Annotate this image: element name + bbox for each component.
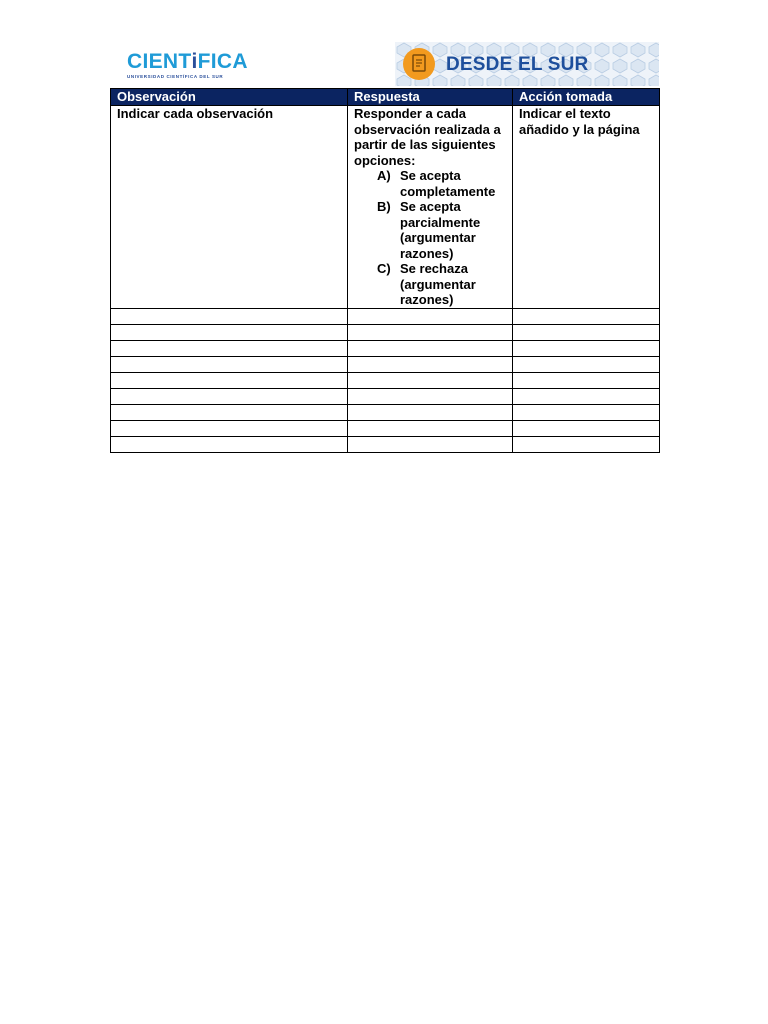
empty-cell[interactable] xyxy=(111,340,348,356)
empty-cell[interactable] xyxy=(111,372,348,388)
empty-cell[interactable] xyxy=(513,356,660,372)
empty-cell[interactable] xyxy=(348,436,513,452)
empty-cell[interactable] xyxy=(348,420,513,436)
empty-cell[interactable] xyxy=(513,308,660,324)
option-text: Se acepta completamente xyxy=(400,168,496,199)
empty-cell[interactable] xyxy=(348,308,513,324)
option-marker: A) xyxy=(377,168,391,183)
option-marker: C) xyxy=(377,261,391,276)
cell-respuesta xyxy=(348,106,513,309)
column-header-accion: Acción tomada xyxy=(513,89,660,106)
option-marker: B) xyxy=(377,199,391,214)
response-options-list xyxy=(354,168,506,308)
empty-cell[interactable] xyxy=(111,404,348,420)
table-row-instructions xyxy=(111,106,660,309)
empty-cell[interactable] xyxy=(111,324,348,340)
empty-cell[interactable] xyxy=(513,420,660,436)
observations-table xyxy=(110,88,660,453)
column-header-observacion: Observación xyxy=(111,89,348,106)
table-row-empty xyxy=(111,436,660,452)
empty-cell[interactable] xyxy=(111,420,348,436)
logo-name-part3: FICA xyxy=(197,50,248,73)
empty-cell[interactable] xyxy=(513,340,660,356)
cell-observacion: Indicar cada observación xyxy=(111,106,348,309)
column-header-respuesta: Respuesta xyxy=(348,89,513,106)
table-row-empty xyxy=(111,324,660,340)
table-row-empty xyxy=(111,356,660,372)
table-row-empty xyxy=(111,308,660,324)
empty-cell[interactable] xyxy=(513,436,660,452)
empty-cell[interactable] xyxy=(348,356,513,372)
table-row-empty xyxy=(111,420,660,436)
document-header xyxy=(110,42,659,88)
empty-cell[interactable] xyxy=(348,388,513,404)
empty-cell[interactable] xyxy=(348,340,513,356)
banner-title: DESDE EL SUR xyxy=(446,54,589,75)
option-c xyxy=(354,261,506,308)
cell-accion: Indicar el texto añadido y la página xyxy=(513,106,660,309)
table-row-empty xyxy=(111,388,660,404)
document-icon xyxy=(403,48,435,80)
table-row-empty xyxy=(111,340,660,356)
logo-name-part1: CIENT xyxy=(127,50,192,73)
table-row-empty xyxy=(111,404,660,420)
empty-cell[interactable] xyxy=(348,404,513,420)
option-b xyxy=(354,199,506,261)
empty-cell[interactable] xyxy=(513,388,660,404)
logo-subtitle: UNIVERSIDAD CIENTÍFICA DEL SUR xyxy=(127,74,224,79)
cientifica-logo xyxy=(127,52,248,79)
empty-cell[interactable] xyxy=(111,388,348,404)
empty-cell[interactable] xyxy=(513,324,660,340)
respuesta-intro: Responder a cada observación realizada a partir de las siguientes opciones: xyxy=(354,106,501,168)
empty-cell[interactable] xyxy=(111,436,348,452)
option-text: Se acepta parcialmente (argumentar razones) xyxy=(400,199,481,261)
option-text: Se rechaza (argumentar razones) xyxy=(400,261,476,307)
empty-cell[interactable] xyxy=(111,308,348,324)
empty-cell[interactable] xyxy=(513,372,660,388)
desde-el-sur-banner xyxy=(395,42,659,86)
table-row-empty xyxy=(111,372,660,388)
empty-cell[interactable] xyxy=(111,356,348,372)
empty-cell[interactable] xyxy=(348,372,513,388)
logo-name-part2: i xyxy=(191,50,198,73)
table-header-row xyxy=(111,89,660,106)
empty-cell[interactable] xyxy=(513,404,660,420)
option-a xyxy=(354,168,506,199)
empty-cell[interactable] xyxy=(348,324,513,340)
